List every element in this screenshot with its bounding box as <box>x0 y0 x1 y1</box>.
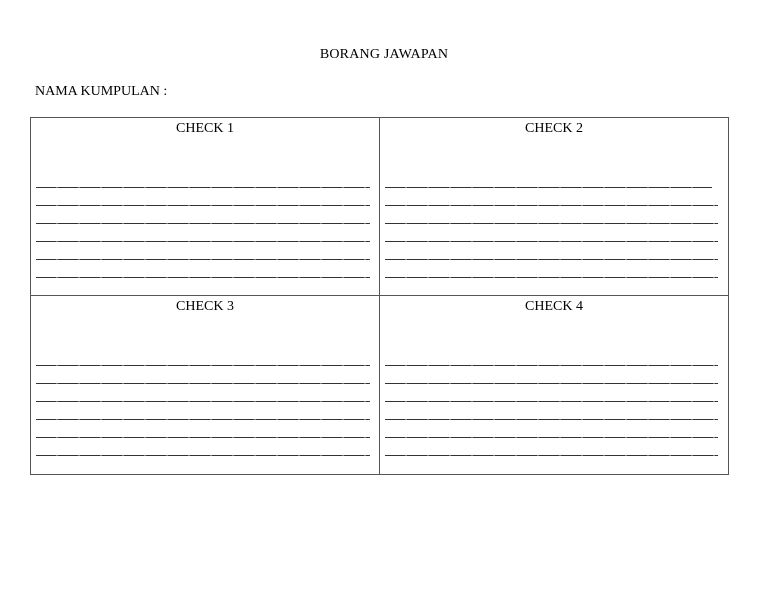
check-3-box <box>31 296 380 474</box>
check-2-heading: CHECK 2 <box>525 121 583 136</box>
group-name-label: NAMA KUMPULAN : <box>35 84 168 99</box>
answer-line <box>385 367 718 384</box>
answer-line <box>36 225 370 242</box>
answer-line <box>385 207 718 224</box>
answer-line <box>36 261 370 278</box>
answer-line <box>385 261 718 278</box>
answer-line <box>36 403 370 420</box>
check-4-heading: CHECK 4 <box>525 299 583 314</box>
check-1-answer-lines <box>36 171 370 279</box>
answer-line <box>385 439 718 456</box>
answer-line <box>385 349 718 366</box>
answer-line <box>36 349 370 366</box>
answer-line <box>36 189 370 206</box>
answer-line <box>36 367 370 384</box>
answer-line <box>385 421 718 438</box>
check-2-box <box>380 118 728 296</box>
answer-line <box>385 189 718 206</box>
answer-line <box>36 171 370 188</box>
answer-line <box>36 207 370 224</box>
check-1-heading: CHECK 1 <box>176 121 234 136</box>
check-4-box <box>380 296 728 474</box>
answer-line <box>385 385 718 402</box>
check-3-answer-lines <box>36 349 370 457</box>
form-title: BORANG JAWAPAN <box>319 47 449 62</box>
answer-line <box>36 421 370 438</box>
answer-line <box>385 225 718 242</box>
answer-line <box>385 171 712 188</box>
check-2-answer-lines <box>385 171 718 279</box>
answer-line <box>36 243 370 260</box>
answer-line <box>36 439 370 456</box>
answer-line <box>385 403 718 420</box>
check-4-answer-lines <box>385 349 718 457</box>
check-1-box <box>31 118 380 296</box>
answer-line <box>36 385 370 402</box>
check-3-heading: CHECK 3 <box>176 299 234 314</box>
answer-grid <box>30 117 729 475</box>
answer-line <box>385 243 718 260</box>
